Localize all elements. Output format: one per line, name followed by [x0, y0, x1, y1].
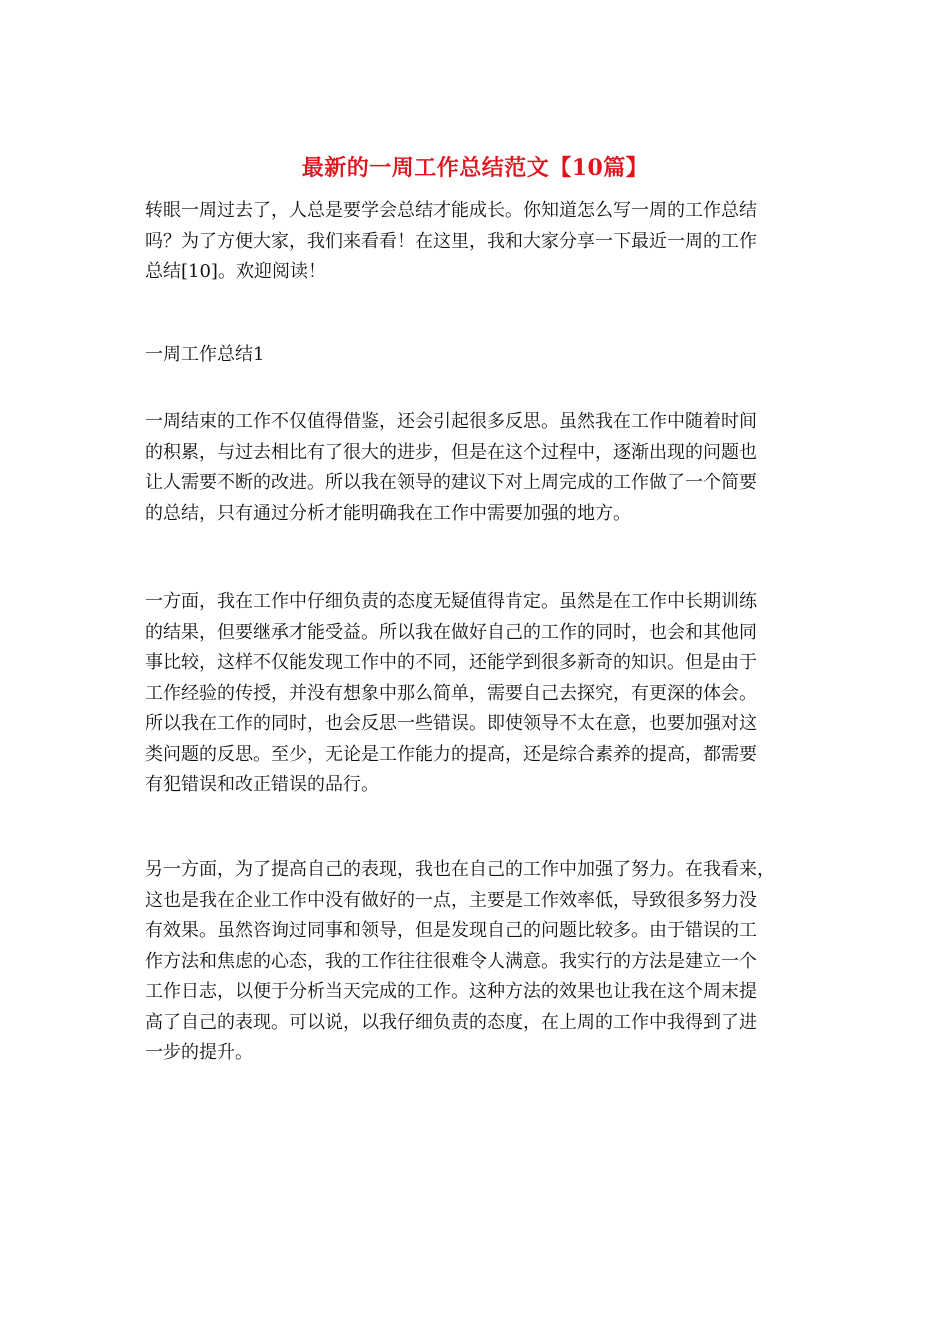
intro-paragraph — [145, 196, 807, 288]
paragraph-3-line-5: 工作日志，以便于分析当天完成的工作。这种方法的效果也让我在这个周末提 — [145, 981, 757, 1002]
paragraph-1-line-3: 让人需要不断的改进。所以我在领导的建议下对上周完成的工作做了一个简要 — [145, 472, 757, 493]
paragraph-2-line-4: 工作经验的传授，并没有想象中那么简单，需要自己去探究，有更深的体会。 — [145, 682, 757, 704]
paragraph-3 — [145, 855, 807, 1069]
paragraph-1-line-4: 的总结，只有通过分析才能明确我在工作中需要加强的地方。 — [145, 502, 631, 524]
paragraph-2-line-5: 所以我在工作的同时，也会反思一些错误。即使领导不太在意，也要加强对这 — [145, 713, 757, 734]
paragraph-2-line-7: 有犯错误和改正错误的品行。 — [145, 774, 379, 795]
paragraph-1-line-1: 一周结束的工作不仅值得借鉴，还会引起很多反思。虽然我在工作中随着时间 — [145, 411, 757, 432]
paragraph-2-line-1: 一方面，我在工作中仔细负责的态度无疑值得肯定。虽然是在工作中长期训练 — [145, 591, 757, 612]
paragraph-2-line-6: 类问题的反思。至少，无论是工作能力的提高，还是综合素养的提高，都需要 — [145, 743, 757, 765]
section-heading — [145, 340, 807, 371]
paragraph-1 — [145, 407, 807, 529]
document-title: 最新的一周工作总结范文【10篇】 — [301, 155, 649, 181]
section-heading-text: 一周工作总结1 — [145, 344, 265, 365]
intro-line-1: 转眼一周过去了，人总是要学会总结才能成长。你知道怎么写一周的工作总结 — [145, 200, 757, 221]
paragraph-1-line-2: 的积累，与过去相比有了很大的进步，但是在这个过程中，逐渐出现的问题也 — [145, 441, 757, 463]
paragraph-2-line-2: 的结果，但要继承才能受益。所以我在做好自己的工作的同时，也会和其他同 — [145, 621, 757, 643]
paragraph-2 — [145, 587, 807, 801]
paragraph-3-line-4: 作方法和焦虑的心态，我的工作往往很难令人满意。我实行的方法是建立一个 — [145, 950, 757, 972]
paragraph-3-line-7: 一步的提升。 — [145, 1042, 253, 1063]
intro-line-3: 总结[10]。欢迎阅读！ — [145, 261, 326, 282]
paragraph-2-line-3: 事比较，这样不仅能发现工作中的不同，还能学到很多新奇的知识。但是由于 — [145, 652, 757, 673]
intro-line-2: 吗？为了方便大家，我们来看看！在这里，我和大家分享一下最近一周的工作 — [145, 230, 757, 252]
paragraph-3-line-6: 高了自己的表现。可以说，以我仔细负责的态度，在上周的工作中我得到了进 — [145, 1011, 757, 1033]
paragraph-3-line-1: 另一方面，为了提高自己的表现，我也在自己的工作中加强了努力。在我看来， — [145, 859, 775, 880]
paragraph-3-line-2: 这也是我在企业工作中没有做好的一点，主要是工作效率低，导致很多努力没 — [145, 889, 757, 911]
paragraph-3-line-3: 有效果。虽然咨询过同事和领导，但是发现自己的问题比较多。由于错误的工 — [145, 920, 757, 941]
